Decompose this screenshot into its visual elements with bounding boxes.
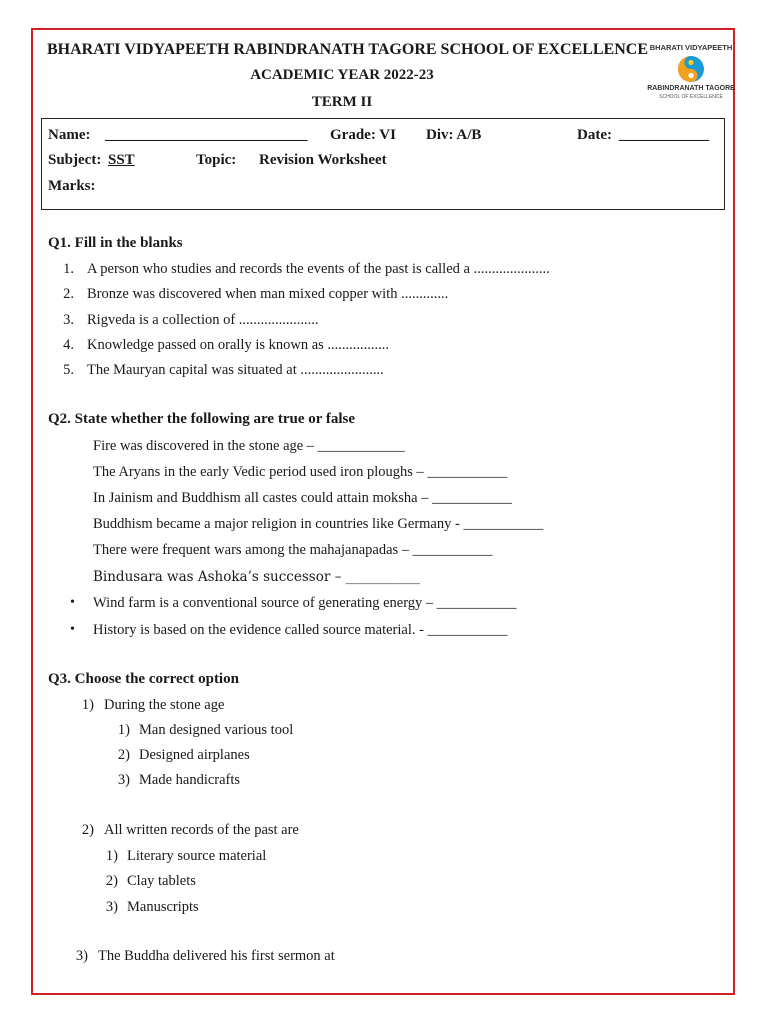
- q3-option-number: 2): [105, 873, 118, 889]
- q2-heading: Q2. State whether the following are true or false: [48, 411, 356, 427]
- q1-item-number: 3.: [63, 312, 74, 328]
- q3-question: All written records of the past are: [104, 822, 299, 838]
- q2-statement: There were frequent wars among the mahajanapadas – ___________: [93, 542, 493, 558]
- q3-option-number: 1): [117, 722, 130, 738]
- q3-question-number: 1): [81, 697, 94, 713]
- q3-question: The Buddha delivered his first sermon at: [98, 948, 335, 964]
- q1-item: Bronze was discovered when man mixed copper with .............: [87, 286, 449, 302]
- q1-item: Rigveda is a collection of ......................: [87, 312, 319, 328]
- q2-statement: History is based on the evidence called source material. - ___________: [93, 622, 508, 638]
- q3-option-number: 3): [105, 899, 118, 915]
- topic-value: Revision Worksheet: [259, 152, 387, 168]
- school-name: BHARATI VIDYAPEETH RABINDRANATH TAGORE SCHOOL OF EXCELLENCE: [47, 41, 648, 58]
- q3-option-number: 3): [117, 772, 130, 788]
- q3-option: Manuscripts: [127, 899, 199, 915]
- q1-item-number: 1.: [63, 261, 74, 277]
- name-label: Name:: [48, 127, 91, 143]
- q3-option: Clay tablets: [127, 873, 196, 889]
- q3-option-number: 1): [105, 848, 118, 864]
- subject-label: Subject:: [48, 152, 102, 168]
- term-title: TERM II: [311, 94, 373, 110]
- div-label: Div: A/B: [426, 127, 482, 143]
- q1-item-number: 2.: [63, 286, 74, 302]
- grade-label: Grade: VI: [330, 127, 396, 143]
- q1-heading: Q1. Fill in the blanks: [48, 235, 183, 251]
- topic-label: Topic:: [196, 152, 237, 168]
- q3-option: Man designed various tool: [139, 722, 294, 738]
- marks-label: Marks:: [48, 178, 96, 194]
- q3-option-number: 2): [117, 747, 130, 763]
- academic-year: ACADEMIC YEAR 2022-23: [250, 67, 434, 83]
- q3-question: During the stone age: [104, 697, 225, 713]
- name-blank[interactable]: ___________________________: [105, 127, 308, 143]
- logo-line-1: BHARATI VIDYAPEETH: [649, 43, 733, 52]
- q2-statement: In Jainism and Buddhism all castes could attain moksha – ___________: [93, 490, 512, 506]
- q2-statement: Fire was discovered in the stone age – ____________: [93, 438, 405, 454]
- q3-option: Literary source material: [127, 848, 267, 864]
- q3-heading: Q3. Choose the correct option: [48, 671, 239, 687]
- subject-value: SST: [108, 152, 135, 168]
- logo-line-3: SCHOOL OF EXCELLENCE: [659, 94, 723, 100]
- q1-item-number: 4.: [63, 337, 74, 353]
- logo-line-2: RABINDRANATH TAGORE: [647, 85, 735, 92]
- q3-option: Made handicrafts: [139, 772, 241, 788]
- q3-question-number: 3): [75, 948, 88, 964]
- school-logo: [646, 40, 736, 100]
- q2-statement: Bindusara was Ashoka’s successor – ___________: [93, 569, 420, 585]
- date-label: Date:: [577, 127, 612, 143]
- q3-question-number: 2): [81, 822, 94, 838]
- bullet-icon: •: [70, 595, 75, 610]
- q2-statement: Wind farm is a conventional source of generating energy – ___________: [93, 595, 517, 611]
- q1-item: Knowledge passed on orally is known as .................: [87, 337, 390, 353]
- q1-item: The Mauryan capital was situated at .......................: [87, 362, 384, 378]
- bullet-icon: •: [70, 622, 75, 637]
- q1-item: A person who studies and records the events of the past is called a .....................: [87, 261, 550, 277]
- logo-emblem-icon: [676, 54, 706, 84]
- q1-item-number: 5.: [63, 362, 74, 378]
- q3-option: Designed airplanes: [139, 747, 250, 763]
- q2-statement: The Aryans in the early Vedic period used iron ploughs – ___________: [93, 464, 508, 480]
- date-blank[interactable]: ____________: [619, 127, 709, 143]
- q2-statement: Buddhism became a major religion in countries like Germany - ___________: [93, 516, 544, 532]
